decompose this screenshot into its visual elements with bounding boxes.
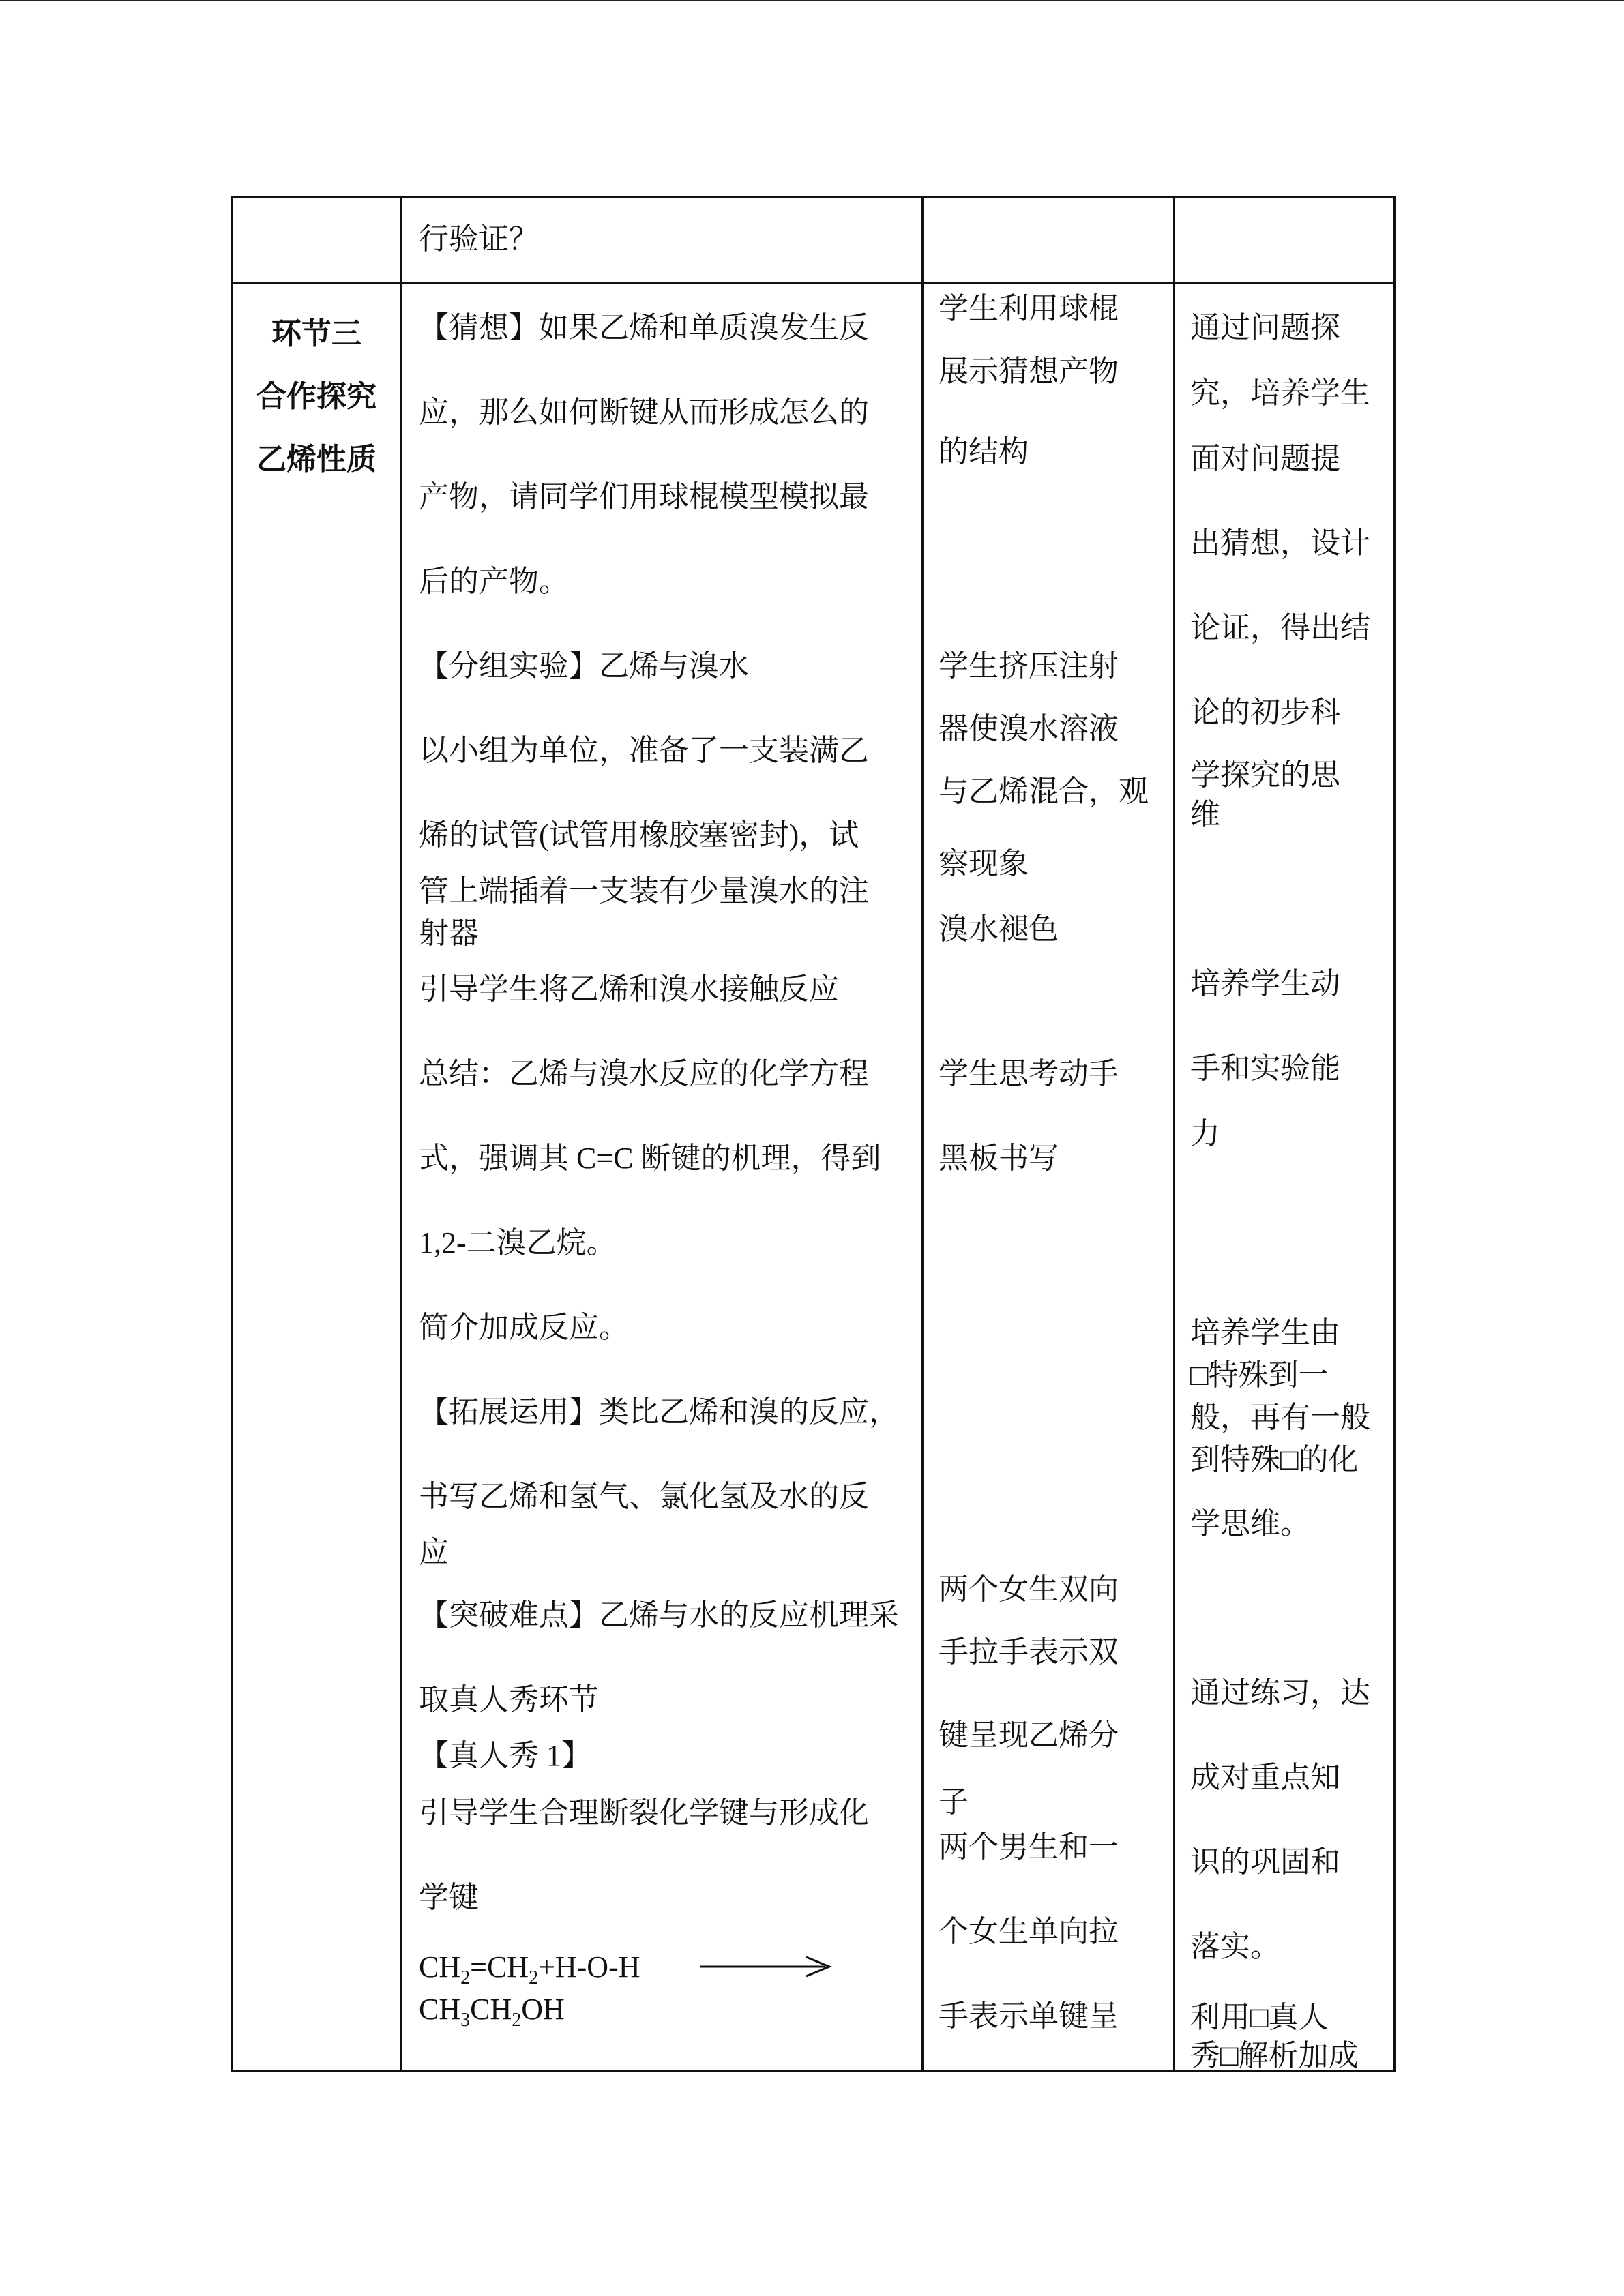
intent-cell-empty	[1175, 197, 1395, 283]
student-cell-empty	[923, 197, 1175, 283]
student-b-line-2: 器使溴水溶液	[939, 712, 1119, 745]
equation-product: $CH_3CH_2OH$	[419, 1993, 565, 2031]
breakthrough-line-2: 取真人秀环节	[419, 1683, 599, 1716]
student-b-line-3: 与乙烯混合，观	[939, 775, 1149, 808]
intent-a-line-5: 论证，得出结	[1190, 611, 1370, 644]
group-exp-line-2: 以小组为单位，准备了一支装满乙	[419, 734, 869, 767]
student-d-line-6: 个女生单向拉	[939, 1915, 1119, 1948]
guess-line-1: 【猜想】如果乙烯和单质溴发生反	[419, 311, 869, 344]
student-d-line-3: 键呈现乙烯分	[939, 1718, 1119, 1752]
intent-a-line-2: 究，培养学生	[1190, 376, 1370, 410]
stage-cell-empty	[232, 197, 402, 283]
guess-line-4: 后的产物。	[419, 565, 569, 598]
intent-e-line-2: 秀□解析加成	[1190, 2039, 1359, 2072]
intent-b-line-1: 培养学生动	[1190, 967, 1340, 1000]
intent-d-line-2: 成对重点知	[1190, 1761, 1340, 1794]
equation-reactants: $CH_2=CH_2+H-O-H$	[419, 1946, 640, 1999]
student-b-line-5: 溴水褪色	[939, 912, 1059, 946]
student-d-line-5: 两个男生和一	[939, 1830, 1119, 1864]
intent-a-line-7: 学探究的思	[1190, 758, 1340, 792]
intent-a-line-6: 论的初步科	[1190, 696, 1340, 729]
student-d-line-2: 手拉手表示双	[939, 1635, 1119, 1669]
group-exp-line-3: 烯的试管(试管用橡胶塞密封)，试	[419, 818, 859, 852]
student-activity-cell	[923, 283, 1175, 2072]
guess-line-2: 应，那么如何断键从而形成怎么的	[419, 396, 869, 429]
teacher-cell-continued	[402, 197, 923, 283]
table-row-continued	[232, 197, 1395, 283]
intent-b-line-2: 手和实验能	[1190, 1052, 1340, 1085]
stage-title: 环节三 合作探究 乙烯性质	[256, 316, 377, 477]
stage-cell	[232, 283, 402, 2072]
group-exp-line-5: 射器	[419, 916, 479, 950]
student-b-line-1: 学生挤压注射	[939, 649, 1119, 683]
intent-d-line-4: 落实。	[1190, 1930, 1280, 1963]
reaction-arrow-icon	[697, 1953, 833, 1980]
student-d-line-7: 手表示单键呈	[939, 1999, 1119, 2033]
student-b-line-4: 察现象	[939, 847, 1029, 880]
intent-a-line-8: 维	[1190, 798, 1220, 831]
student-a-line-1: 学生利用球棍	[939, 292, 1119, 325]
intent-c-line-2: □特殊到一	[1190, 1358, 1329, 1392]
summary-line-1: 总结：乙烯与溴水反应的化学方程	[419, 1057, 869, 1090]
intent-c-line-4: 到特殊□的化	[1190, 1443, 1359, 1476]
group-exp-line-4: 管上端插着一支装有少量溴水的注	[419, 874, 869, 908]
intent-a-line-3: 面对问题提	[1190, 442, 1340, 475]
intent-a-line-4: 出猜想，设计	[1190, 526, 1370, 560]
intent-c-line-5: 学思维。	[1190, 1507, 1310, 1540]
student-c-line-2: 黑板书写	[939, 1142, 1059, 1175]
student-d-line-4: 子	[939, 1785, 969, 1819]
lesson-plan-table	[231, 196, 1396, 2072]
student-d-line-1: 两个女生双向	[939, 1572, 1119, 1606]
summary-line-3: 1,2-二溴乙烷。	[419, 1226, 617, 1259]
summary-line-4: 简介加成反应。	[419, 1311, 629, 1344]
continued-text: 行验证？	[419, 222, 539, 256]
intent-b-line-3: 力	[1190, 1117, 1220, 1150]
intent-c-line-1: 培养学生由	[1190, 1316, 1340, 1350]
page-top-border	[0, 0, 1624, 1]
design-intent-cell	[1175, 283, 1395, 2072]
breakthrough-line-1: 【突破难点】乙烯与水的反应机理采	[419, 1598, 899, 1632]
breakthrough-line-5: 学键	[419, 1881, 479, 1914]
extend-line-2: 书写乙烯和氢气、氯化氢及水的反	[419, 1480, 869, 1513]
intent-d-line-1: 通过练习，达	[1190, 1676, 1370, 1710]
student-a-line-2: 展示猜想产物	[939, 355, 1119, 388]
intent-a-line-1: 通过问题探	[1190, 311, 1340, 344]
teacher-activity-cell	[402, 283, 923, 2072]
student-c-line-1: 学生思考动手	[939, 1057, 1119, 1090]
group-exp-line-6: 引导学生将乙烯和溴水接触反应	[419, 972, 839, 1006]
group-exp-line-1: 【分组实验】乙烯与溴水	[419, 649, 749, 683]
extend-line-1: 【拓展运用】类比乙烯和溴的反应，	[419, 1395, 899, 1429]
student-a-line-3: 的结构	[939, 435, 1029, 468]
intent-e-line-1: 利用□真人	[1190, 2001, 1329, 2034]
breakthrough-line-4: 引导学生合理断裂化学键与形成化	[419, 1796, 869, 1830]
summary-line-2: 式，强调其 C=C 断键的机理，得到	[419, 1142, 881, 1175]
extend-line-3: 应	[419, 1536, 449, 1569]
table-row-stage-three	[232, 283, 1395, 2072]
intent-c-line-3: 般，再有一般	[1190, 1401, 1370, 1434]
guess-line-3: 产物，请同学们用球棍模型模拟最	[419, 480, 869, 513]
breakthrough-line-3: 【真人秀 1】	[419, 1739, 591, 1772]
intent-d-line-3: 识的巩固和	[1190, 1845, 1340, 1879]
